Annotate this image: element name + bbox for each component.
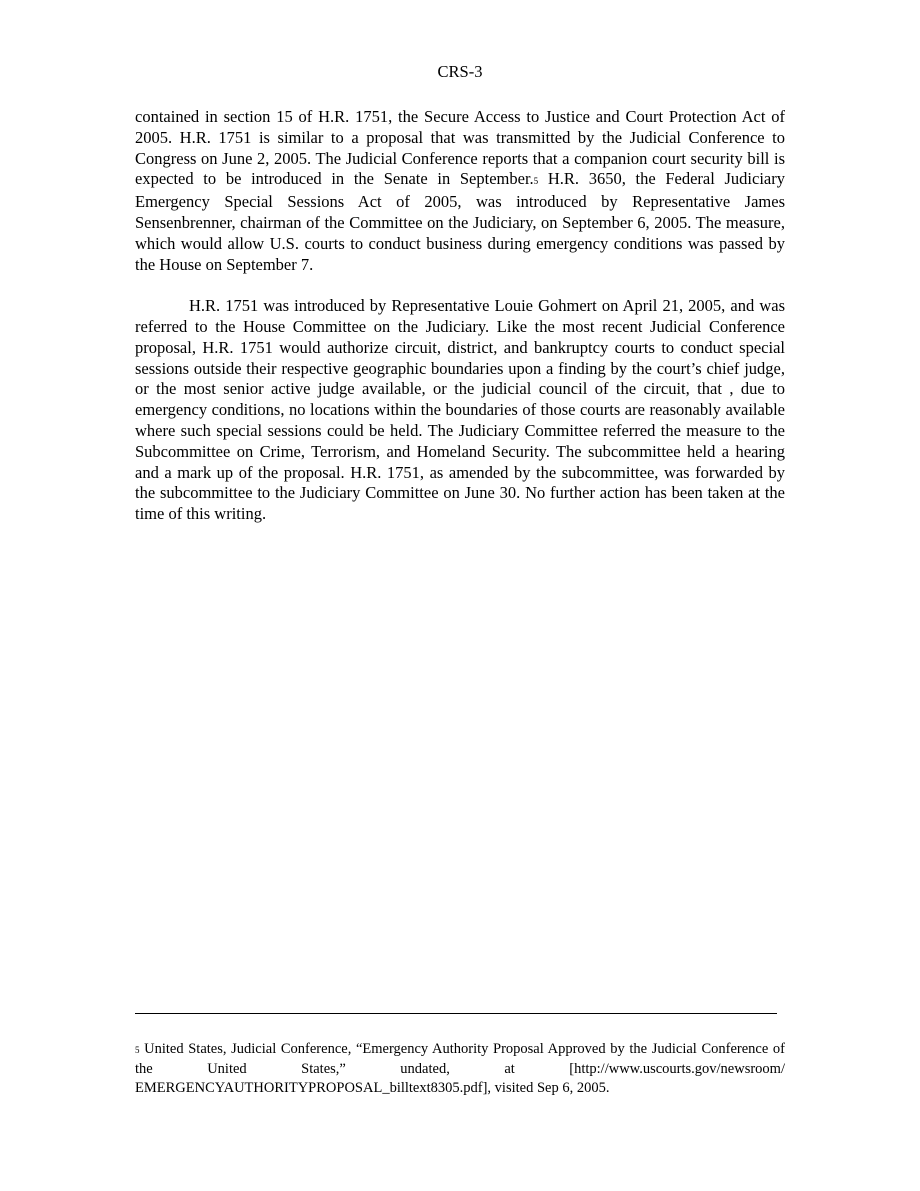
- footnote-divider: [135, 1013, 777, 1014]
- paragraph-1-text-end: H.R. 3650, the Federal Judiciary Emergency Special Sessions Act of 2005, was introduced by Representative James Sensenbrenner, chairman of the Committee on the Judiciary, on September 6, 2005. The measure, which would allow U.S. courts to conduct business during emergency conditions was passed by the House on September 7.: [135, 169, 785, 274]
- footnote-reference[interactable]: 5: [533, 176, 539, 187]
- footnote-text: United States, Judicial Conference, “Emergency Authority Proposal Approved by the Judicial Conference of the United States,” undated, at [http://www.uscourts.gov/newsroom/ EMERGENCYAUTHORITYPROPOSAL_billtext8305.pdf], visited Sep 6, 2005.: [135, 1041, 785, 1096]
- paragraph-2: H.R. 1751 was introduced by Representative Louie Gohmert on April 21, 2005, and was referred to the House Committee on the Judiciary. Like the most recent Judicial Conference proposal, H.R. 1751 would authorize circuit, district, and bankruptcy courts to conduct special sessions outside their respective geographic boundaries upon a finding by the court’s chief judge, or the most senior active judge available, or the judicial council of the circuit, that , due to emergency conditions, no locations within the boundaries of those courts are reasonably available where such special sessions could be held. The Judiciary Committee referred the measure to the Subcommittee on Crime, Terrorism, and Homeland Security. The subcommittee held a hearing and a mark up of the proposal. H.R. 1751, as amended by the subcommittee, was forwarded by the subcommittee to the Judiciary Committee on June 30. No further action has been taken at the time of this writing.: [135, 296, 785, 524]
- paragraph-1: [135, 107, 785, 275]
- body-text: [135, 107, 785, 525]
- page-header: CRS-3: [437, 62, 483, 81]
- footnote: [135, 1040, 785, 1098]
- footnote-number: 5: [135, 1045, 140, 1055]
- paragraph-1-text-start: contained in section 15 of H.R. 1751, the Secure Access to Justice and Court Protection Act of 2005. H.R. 1751 is similar to a proposal that was transmitted by the Judicial Conference to Congress on June 2, 2005. The Judicial Conference reports that a companion court security bill is expected to be introduced in the Senate in September.: [135, 107, 785, 189]
